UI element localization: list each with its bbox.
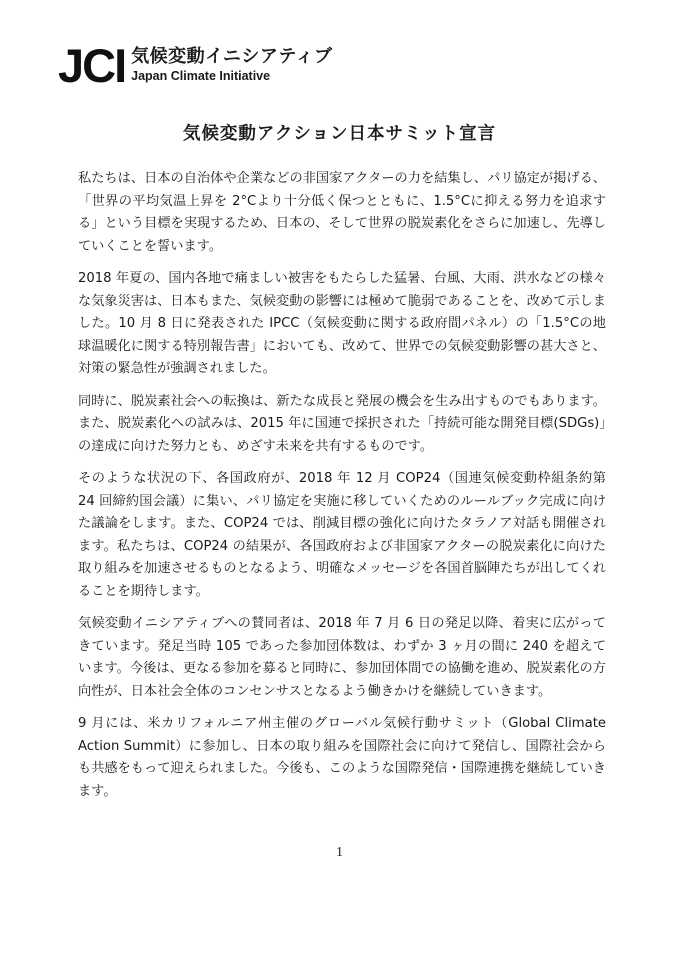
logo-text [131, 46, 332, 84]
jci-logo [58, 40, 332, 90]
logo-english-name: Japan Climate Initiative [131, 69, 271, 83]
paragraph-1: 私たちは、日本の自治体や企業などの非国家アクターの力を結集し、パリ協定が掲げる、「世界の平均気温上昇を 2°Cより十分低く保つとともに、1.5°Cに抑える努力を追求する」という目標を実現するため、日本の、そして世界の脱炭素化をさらに加速し、先導していくことを誓います。 [78, 171, 606, 254]
document-title: 気候変動アクション日本サミット宣言 [182, 124, 497, 144]
page-number: 1 [336, 845, 343, 860]
document-body [78, 168, 606, 813]
paragraph-5: 気候変動イニシアティブへの賛同者は、2018 年 7 月 6 日の発足以降、着実に広がってきています。発足当時 105 であった参加団体数は、わずか 3 ヶ月の間に 240 を超えています。今後は、更なる参加を募ると同時に、参加団体間での協働を進め、脱炭素化の方向性が、日本社会全体のコンセンサスとなるよう働きかけを継続していきます。 [78, 616, 606, 699]
logo-mark: JCI [58, 38, 126, 92]
paragraph-6: 9 月には、米カリフォルニア州主催のグローバル気候行動サミット（Global Climate Action Summit）に参加し、日本の取り組みを国際社会に向けて発信し、国際社会からも共感をもって迎えられました。今後も、このような国際発信・国際連携を継続していきます。 [78, 716, 606, 799]
paragraph-2: 2018 年夏の、国内各地で痛ましい被害をもたらした猛暑、台風、大雨、洪水などの様々な気象災害は、日本もまた、気候変動の影響には極めて脆弱であることを、改めて示しました。10 月 8 日に発表された IPCC（気候変動に関する政府間パネル）の「1.5°Cの地球温暖化に関する特別報告書」においても、改めて、世界での気候変動影響の甚大さと、対策の緊急性が強調されました。 [78, 271, 606, 376]
paragraph-4: そのような状況の下、各国政府が、2018 年 12 月 COP24（国連気候変動枠組条約第 24 回締約国会議）に集い、パリ協定を実施に移していくためのルールブック完成に向けた議論をします。また、COP24 では、削減目標の強化に向けたタラノア対話も開催されます。私たちは、COP24 の結果が、各国政府および非国家アクターの脱炭素化に向けた取り組みを加速させるものとなるよう、明確なメッセージを各国首脳陣たちが出してくれることを期待します。 [78, 471, 606, 599]
paragraph-3: 同時に、脱炭素社会への転換は、新たな成長と発展の機会を生み出すものでもあります。また、脱炭素化への試みは、2015 年に国連で採択された「持続可能な開発目標(SDGs)」の達成に向けた努力とも、めざす未来を共有するものです。 [78, 393, 606, 454]
logo-japanese-name: 気候変動イニシアティブ [131, 46, 333, 67]
